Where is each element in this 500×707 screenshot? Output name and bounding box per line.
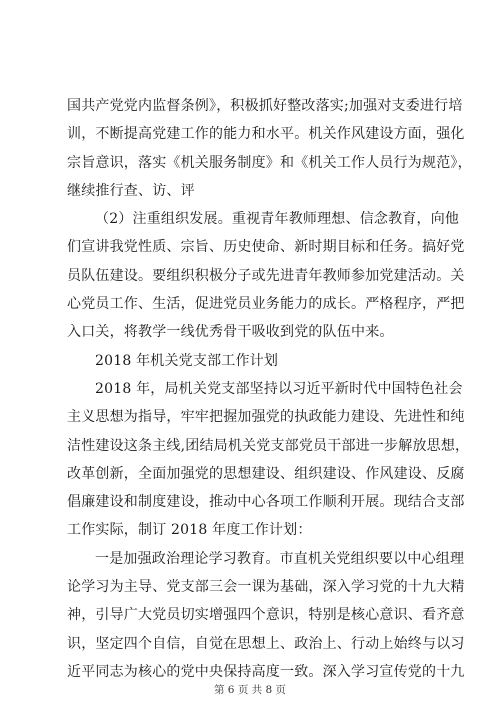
paragraph-supervision (67, 92, 472, 205)
section-heading (67, 347, 435, 375)
text-line: 倡廉建设和制度建设，推动中心各项工作顺利开展。现结合支部 (67, 494, 465, 511)
text-line: 洁性建设这条主线,团结局机关党支部党员干部进一步解放思想， (67, 437, 470, 454)
text-line: 神，引导广大党员切实增强四个意识，特别是核心意识、看齐意 (67, 607, 465, 624)
text-line: 工作实际，制订 2018 年度工作计划： (67, 522, 312, 539)
page-number-footer: 第 6 页 共 8 页 (213, 684, 287, 696)
text-line: 们宣讲我党性质、宗旨、历史使命、新时期目标和任务。搞好党 (67, 239, 465, 256)
text-line: 主义思想为指导，牢牢把握加强党的执政能力建设、先进性和纯 (67, 409, 465, 426)
text-line: 2018 年，局机关党支部坚持以习近平新时代中国特色社会 (95, 380, 463, 397)
text-line: 继续推行查、访、评 (67, 182, 195, 199)
section-title: 2018 年机关党支部工作计划 (95, 352, 279, 369)
text-line: 国共产党党内监督条例》，积极抓好整改落实;加强对支委进行培 (67, 98, 463, 114)
text-line: （2）注重组织发展。重视青年教师理想、信念教育，向他 (95, 211, 460, 228)
text-line: 心党员工作、生活，促进党员业务能力的成长。严格程序，严把 (67, 296, 465, 313)
text-line: 近平同志为核心的党中央保持高度一致。深入学习宣传党的十九 (67, 663, 465, 680)
text-line: 宗旨意识，落实《机关服务制度》和《机关工作人员行为规范》， (67, 154, 472, 171)
document-body (67, 92, 472, 686)
text-line: 识，坚定四个自信，自觉在思想上、政治上、行动上始终与以习 (67, 635, 465, 652)
paragraph-plan-intro (67, 375, 470, 545)
text-line: 一是加强政治理论学习教育。市直机关党组织要以中心组理 (95, 550, 465, 567)
text-line: 员队伍建设。要组织积极分子或先进青年教师参加党建活动。关 (67, 267, 465, 284)
text-line: 论学习为主导、党支部三会一课为基础，深入学习党的十九大精 (67, 579, 465, 596)
text-line: 入口关，将教学一线优秀骨干吸收到党的队伍中来。 (67, 324, 394, 341)
paragraph-organization-development (67, 205, 465, 346)
text-line: 改革创新，全面加强党的思想建设、组织建设、作风建设、反腐 (67, 465, 465, 482)
text-line: 训，不断提高党建工作的能力和水平。机关作风建设方面，强化 (67, 126, 465, 143)
paragraph-political-study (67, 545, 465, 686)
